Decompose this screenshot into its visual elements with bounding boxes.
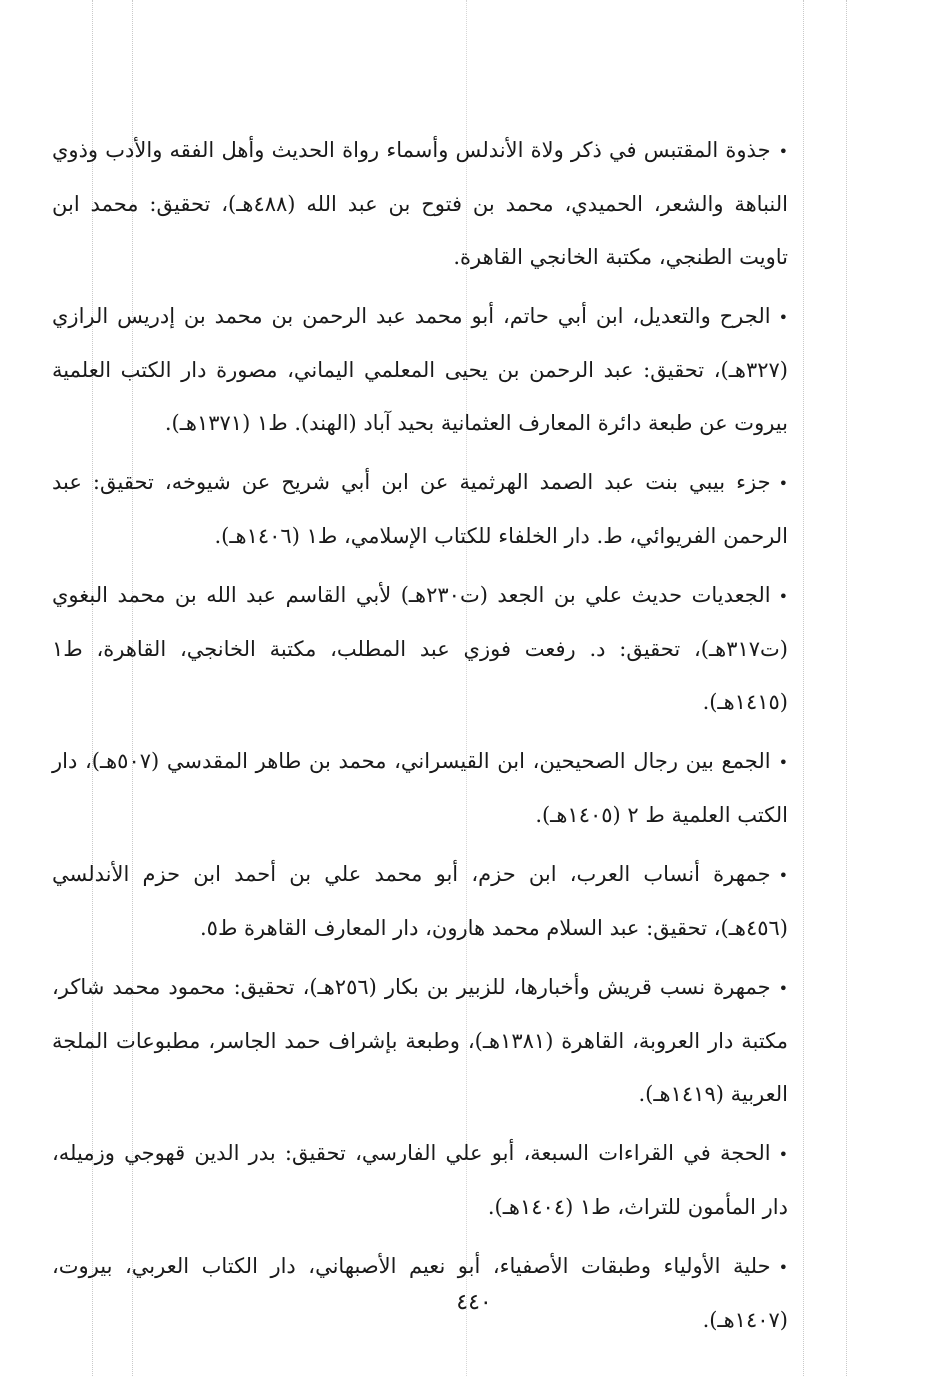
entry-text: جزء بيبي بنت عبد الصمد الهرثمية عن ابن أبي شريح عن شيوخه، تحقيق: عبد الرحمن الفريوائي، ط. دار الخلفاء للكتاب الإسلامي، ط١ (١٤٠٦هـ). — [52, 470, 788, 548]
entry-text: جمهرة أنساب العرب، ابن حزم، أبو محمد علي بن أحمد ابن حزم الأندلسي (٤٥٦هـ)، تحقيق: عبد السلام محمد هارون، دار المعارف القاهرة ط٥. — [52, 862, 788, 940]
bullet-icon: • — [778, 308, 788, 327]
scan-guide-line — [846, 0, 847, 1376]
bullet-icon: • — [778, 587, 788, 606]
bullet-icon: • — [778, 1258, 788, 1277]
entry-text: جذوة المقتبس في ذكر ولاة الأندلس وأسماء رواة الحديث وأهل الفقه والأدب وذوي النباهة والشعر، الحميدي، محمد بن فتوح بن عبد الله (٤٨٨هـ)، تحقيق: محمد ابن تاويت الطنجي، مكتبة الخانجي القاهرة. — [52, 138, 788, 269]
bullet-icon: • — [778, 1145, 788, 1164]
bullet-icon: • — [778, 142, 788, 161]
bullet-icon: • — [778, 866, 788, 885]
entry-text: حلية الأولياء وطبقات الأصفياء، أبو نعيم الأصبهاني، دار الكتاب العربي، بيروت، (١٤٠٧هـ). — [52, 1254, 788, 1332]
bibliography-entry — [52, 848, 788, 955]
bibliography-entry — [52, 569, 788, 729]
bibliography-entry — [52, 290, 788, 450]
bullet-icon: • — [778, 753, 788, 772]
entry-text: الجعديات حديث علي بن الجعد (ت٢٣٠هـ) لأبي القاسم عبد الله بن محمد البغوي (ت٣١٧هـ)، تحقيق: د. رفعت فوزي عبد المطلب، مكتبة الخانجي، القاهرة، ط١ (١٤١٥هـ). — [52, 583, 788, 714]
bibliography-entry — [52, 1127, 788, 1234]
bibliography-entry — [52, 735, 788, 842]
entry-text: الجرح والتعديل، ابن أبي حاتم، أبو محمد عبد الرحمن بن محمد بن إدريس الرازي (٣٢٧هـ)، تحقيق: عبد الرحمن بن يحيى المعلمي اليماني، مصورة دار الكتب العلمية بيروت عن طبعة دائرة المعارف العثمانية بحيد آباد (الهند). ط١ (١٣٧١هـ). — [52, 304, 788, 435]
bibliography-entry — [52, 456, 788, 563]
bibliography-entry — [52, 124, 788, 284]
bullet-icon: • — [778, 979, 788, 998]
bullet-icon: • — [778, 474, 788, 493]
page-number: ٤٤٠ — [456, 1290, 492, 1315]
bibliography-entry — [52, 961, 788, 1121]
scan-guide-line — [803, 0, 804, 1376]
entry-text: الحجة في القراءات السبعة، أبو علي الفارسي، تحقيق: بدر الدين قهوجي وزميله، دار المأمون للتراث، ط١ (١٤٠٤هـ). — [52, 1141, 788, 1219]
entry-text: جمهرة نسب قريش وأخبارها، للزبير بن بكار (٢٥٦هـ)، تحقيق: محمود محمد شاكر، مكتبة دار العروبة، القاهرة (١٣٨١هـ)، وطبعة بإشراف حمد الجاسر، مطبوعات الملجة العربية (١٤١٩هـ). — [52, 975, 789, 1106]
entry-text: الجمع بين رجال الصحيحين، ابن القيسراني، محمد بن طاهر المقدسي (٥٠٧هـ)، دار الكتب العلمية ط ٢ (١٤٠٥هـ). — [52, 749, 788, 827]
bibliography-list — [52, 124, 788, 1353]
